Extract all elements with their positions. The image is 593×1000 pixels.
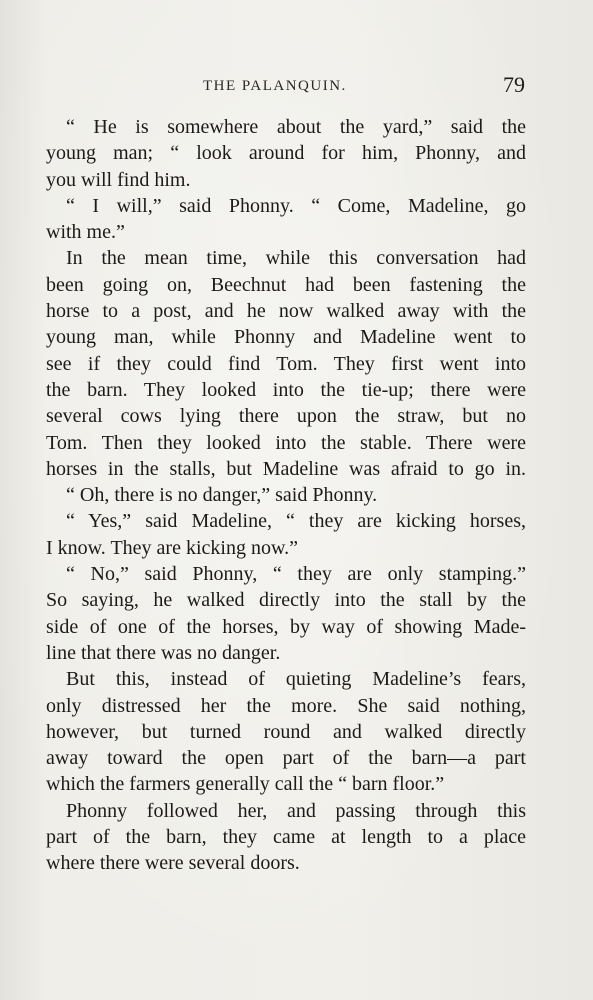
text-line: been going on, Beechnut had been fastening the: [46, 273, 526, 296]
text-line: “ He is somewhere about the yard,” said the: [66, 116, 526, 138]
text-line: where there were several doors.: [46, 852, 300, 875]
text-line: see if they could find Tom. They first went into: [46, 352, 526, 375]
text-line: with me.”: [46, 221, 125, 244]
text-line: In the mean time, while this conversation had: [66, 247, 526, 270]
text-line: side of one of the horses, by way of showing Made-: [46, 615, 526, 638]
text-line: young man; “ look around for him, Phonny, and: [46, 142, 526, 165]
text-line: Phonny followed her, and passing through this: [66, 799, 526, 822]
text-line: I know. They are kicking now.”: [46, 536, 298, 559]
text-line: several cows lying there upon the straw, but no: [46, 405, 526, 428]
page-header: [40, 72, 525, 102]
text-line: Tom. Then they looked into the stable. There were: [46, 431, 526, 454]
body-text: [46, 114, 526, 877]
text-line: horses in the stalls, but Madeline was afraid to go in.: [46, 457, 526, 480]
text-line: the barn. They looked into the tie-up; there were: [46, 378, 526, 401]
running-title: THE PALANQUIN.: [203, 78, 347, 94]
text-line: however, but turned round and walked directly: [46, 720, 526, 743]
text-line: “ Yes,” said Madeline, “ they are kicking horses,: [66, 510, 526, 533]
text-line: “ No,” said Phonny, “ they are only stamping.”: [66, 563, 526, 586]
text-line: young man, while Phonny and Madeline went to: [46, 326, 526, 349]
text-line: horse to a post, and he now walked away with the: [46, 300, 526, 323]
text-line: But this, instead of quieting Madeline’s fears,: [66, 668, 526, 691]
text-line: part of the barn, they came at length to a place: [46, 826, 526, 849]
page-number: 79: [503, 72, 525, 97]
text-line: line that there was no danger.: [46, 641, 281, 664]
text-line: you will find him.: [46, 168, 191, 191]
text-line: “ I will,” said Phonny. “ Come, Madeline, go: [66, 194, 526, 217]
text-line: away toward the open part of the barn—a part: [46, 747, 526, 770]
text-line: only distressed her the more. She said nothing,: [46, 694, 526, 717]
text-line: “ Oh, there is no danger,” said Phonny.: [66, 484, 378, 507]
text-line: So saying, he walked directly into the stall by the: [46, 589, 526, 612]
text-line: which the farmers generally call the “ barn floor.”: [46, 773, 445, 796]
